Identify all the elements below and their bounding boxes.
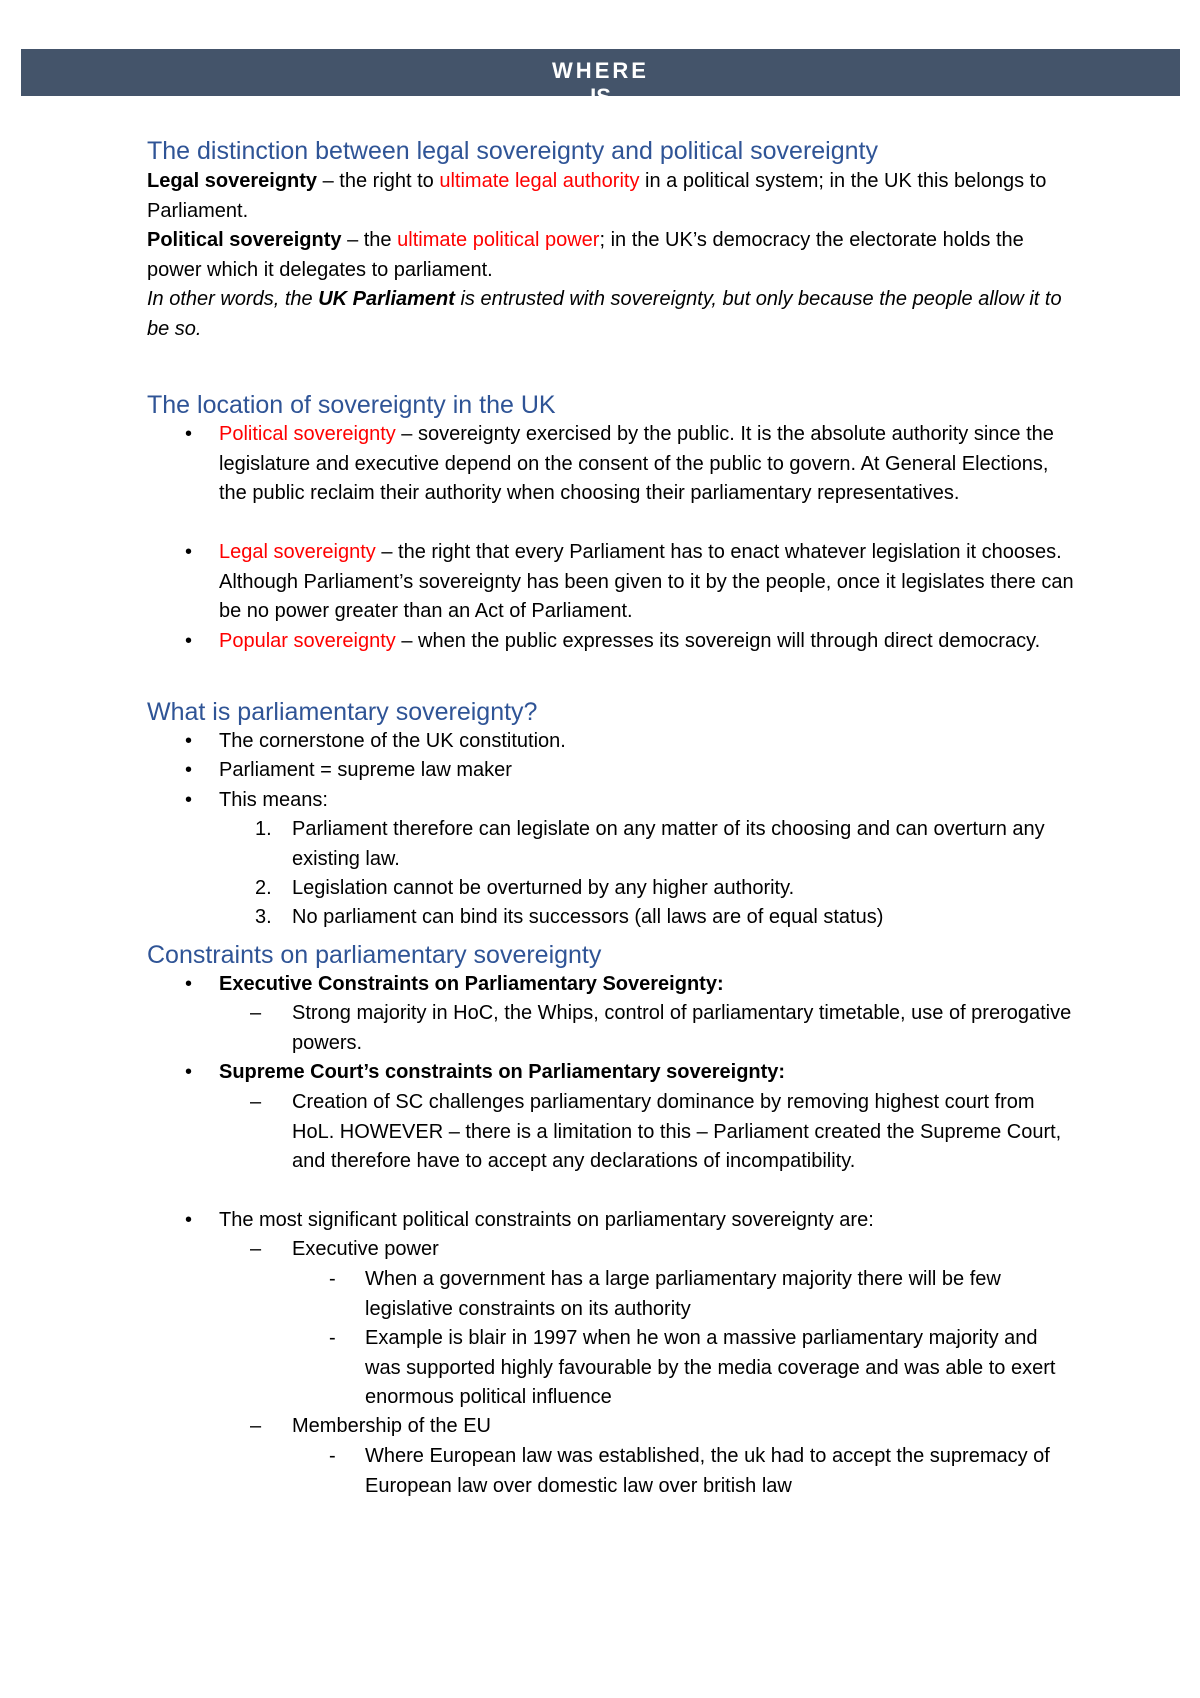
list-item-political <box>219 420 1077 509</box>
executive-power-point-2: Example is blair in 1997 when he won a massive parliamentary majority and was supported highly favourable by the media coverage and was able to exert enormous political influence <box>365 1327 1056 1408</box>
supreme-court-constraints-title: Supreme Court’s constraints on Parliamentary sovereignty: <box>219 1061 786 1083</box>
supreme-court-constraints-text: Creation of SC challenges parliamentary dominance by removing highest court from HoL. HOWEVER – there is a limitation to this – Parliament created the Supreme Court, and therefore have to accept any declarations of incompatibility. <box>292 1091 1062 1172</box>
legal-sovereignty-definition <box>147 167 1077 226</box>
eu-membership-point-1: Where European law was established, the uk had to accept the supremacy of European law over domestic law over british law <box>365 1445 1050 1497</box>
summary-note <box>147 285 1077 344</box>
eu-membership: Membership of the EU <box>292 1415 491 1437</box>
list-item-legal <box>219 538 1077 627</box>
list-item-popular <box>219 627 1077 657</box>
political-constraints-title: The most significant political constraints on parliamentary sovereignty are: <box>219 1209 874 1231</box>
dash-marker: – <box>250 1415 262 1437</box>
bullet-marker: • <box>185 423 193 445</box>
legal-sovereignty-highlight: ultimate legal authority <box>439 170 640 192</box>
legal-sovereignty-term: Legal sovereignty <box>147 170 318 192</box>
bullet-marker: • <box>185 1061 193 1083</box>
legal-term: Legal sovereignty <box>219 541 376 563</box>
executive-constraints-text: Strong majority in HoC, the Whips, control of parliamentary timetable, use of prerogative powers. <box>292 1002 1072 1054</box>
popular-term: Popular sovereignty <box>219 630 396 652</box>
political-sovereignty-text-b: ; in the UK’s democracy the electorate holds the power which it delegates to parliament. <box>147 229 1024 281</box>
heading-what-is: What is parliamentary sovereignty? <box>147 698 538 726</box>
executive-power: Executive power <box>292 1238 439 1260</box>
legal-sovereignty-text-b: in a political system; in the UK this belongs to Parliament. <box>147 170 1047 222</box>
legal-sovereignty-text-a: – the right to <box>317 170 440 192</box>
numbered-item-1: Parliament therefore can legislate on any matter of its choosing and can overturn any existing law. <box>292 818 1045 870</box>
bullet-marker: • <box>185 973 193 995</box>
bullet-marker: • <box>185 730 193 752</box>
number-marker: 2. <box>255 877 272 899</box>
hyphen-marker: - <box>329 1327 336 1349</box>
summary-note-emphasis: UK Parliament <box>318 288 455 310</box>
numbered-item-2: Legislation cannot be overturned by any higher authority. <box>292 877 795 899</box>
summary-note-a: In other words, the <box>147 288 319 310</box>
bullet-marker: • <box>185 759 193 781</box>
list-item-supreme-law-maker: Parliament = supreme law maker <box>219 759 512 781</box>
summary-note-c: is entrusted with sovereignty, but only because the people allow it to be so. <box>147 288 1062 340</box>
bullet-marker: • <box>185 541 193 563</box>
heading-location: The location of sovereignty in the UK <box>147 391 556 419</box>
political-text: – sovereignty exercised by the public. It is the absolute authority since the legislature and executive depend on the consent of the public to govern. At General Elections, the public reclaim their authority when choosing their parliamentary representatives. <box>219 423 1054 504</box>
banner-title-overflow: IS <box>590 84 611 109</box>
dash-marker: – <box>250 1091 262 1113</box>
legal-text: – the right that every Parliament has to enact whatever legislation it chooses. Although Parliament’s sovereignty has been given to it by the people, once it legislates there can be no power greater than an Act of Parliament. <box>219 541 1074 622</box>
political-sovereignty-term: Political sovereignty <box>147 229 342 251</box>
hyphen-marker: - <box>329 1268 336 1290</box>
banner-title: WHERE <box>552 58 649 83</box>
list-item-cornerstone: The cornerstone of the UK constitution. <box>219 730 566 752</box>
heading-constraints: Constraints on parliamentary sovereignty <box>147 941 602 969</box>
header-banner <box>21 49 1180 109</box>
bullet-marker: • <box>185 789 193 811</box>
executive-power-point-1: When a government has a large parliamentary majority there will be few legislative constraints on its authority <box>365 1268 1001 1320</box>
numbered-item-3: No parliament can bind its successors (all laws are of equal status) <box>292 906 884 928</box>
political-sovereignty-definition <box>147 226 1077 285</box>
bullet-marker: • <box>185 630 193 652</box>
number-marker: 3. <box>255 906 272 928</box>
political-sovereignty-highlight: ultimate political power <box>397 229 600 251</box>
number-marker: 1. <box>255 818 272 840</box>
hyphen-marker: - <box>329 1445 336 1467</box>
bullet-marker: • <box>185 1209 193 1231</box>
popular-text: – when the public expresses its sovereign will through direct democracy. <box>395 630 1041 652</box>
executive-constraints-title: Executive Constraints on Parliamentary Sovereignty: <box>219 973 724 995</box>
dash-marker: – <box>250 1002 262 1024</box>
heading-distinction: The distinction between legal sovereignty and political sovereignty <box>147 137 878 165</box>
political-sovereignty-text-a: – the <box>341 229 398 251</box>
dash-marker: – <box>250 1238 262 1260</box>
political-term: Political sovereignty <box>219 423 396 445</box>
list-item-this-means: This means: <box>219 789 328 811</box>
